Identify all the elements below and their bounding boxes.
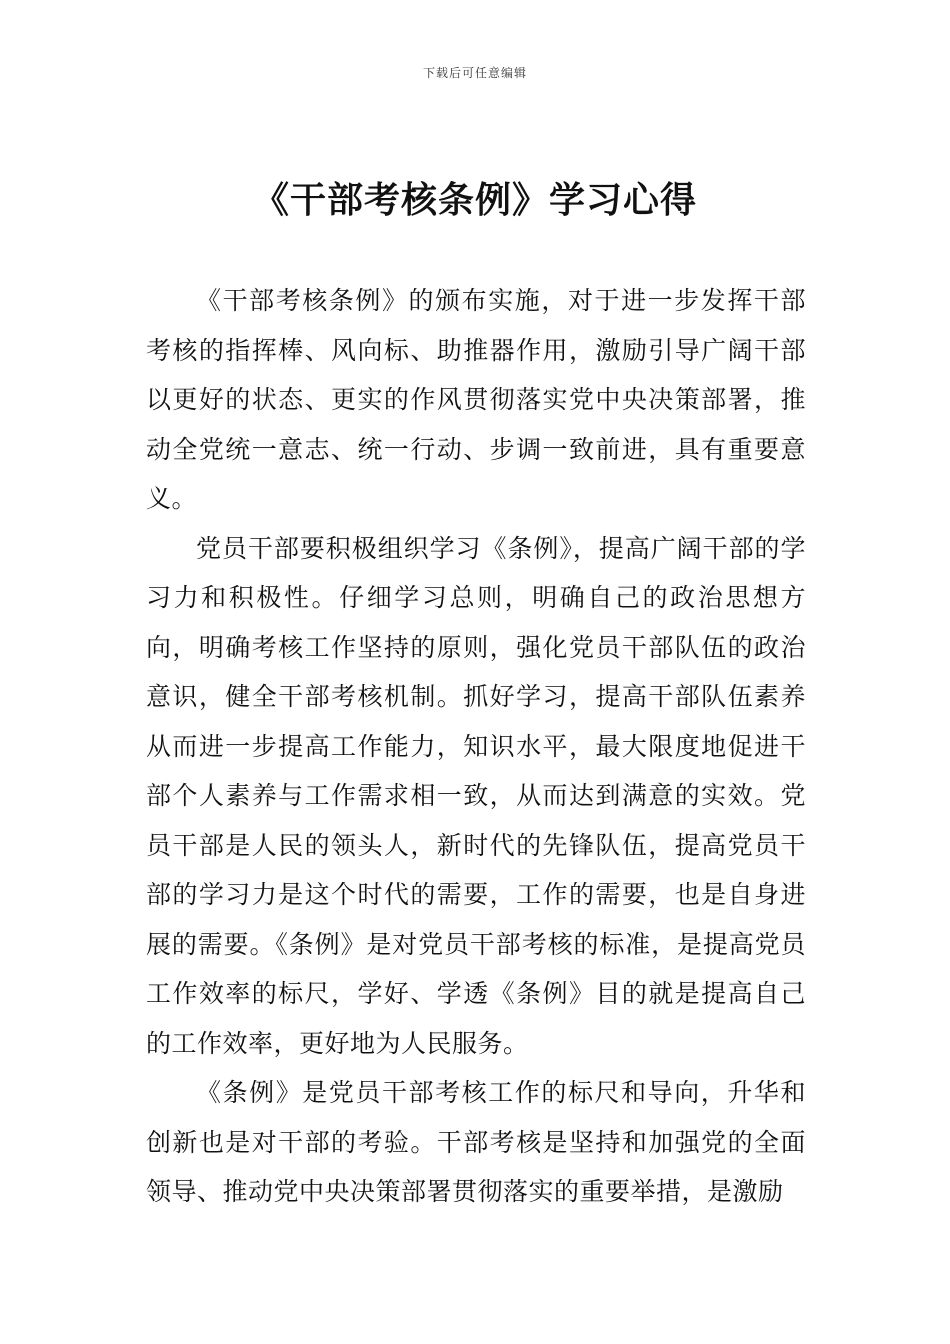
header-note: 下载后可任意编辑 xyxy=(422,66,527,80)
paragraph-2: 党员干部要积极组织学习《条例》，提高广阔干部的学习力和积极性。仔细学习总则，明确自己的政治思想方向，明确考核工作坚持的原则，强化党员干部队伍的政治意识，健全干部考核机制。抓好学习，提高干部队伍素养从而进一步提高工作能力，知识水平，最大限度地促进干部个人素养与工作需求相一致，从而达到满意的实效。党员干部是人民的领头人，新时代的先锋队伍，提高党员干部的学习力是这个时代的需要，工作的需要，也是自身进展的需要。《条例》是对党员干部考核的标准，是提高党员工作效率的标尺，学好、学透《条例》目的就是提高自己的工作效率，更好地为人民服务。 xyxy=(146,533,806,1058)
document-title: 《干部考核条例》学习心得 xyxy=(252,180,697,221)
document-body xyxy=(146,276,806,1217)
paragraph-1: 《干部考核条例》的颁布实施，对于进一步发挥干部考核的指挥棒、风向标、助推器作用，激励引导广阔干部以更好的状态、更实的作风贯彻落实党中央决策部署，推动全党统一意志、统一行动、步调一致前进，具有重要意义。 xyxy=(146,286,806,513)
paragraph-3: 《条例》是党员干部考核工作的标尺和导向，升华和创新也是对干部的考验。干部考核是坚持和加强党的全面领导、推动党中央决策部署贯彻落实的重要举措，是激励 xyxy=(146,1078,806,1206)
